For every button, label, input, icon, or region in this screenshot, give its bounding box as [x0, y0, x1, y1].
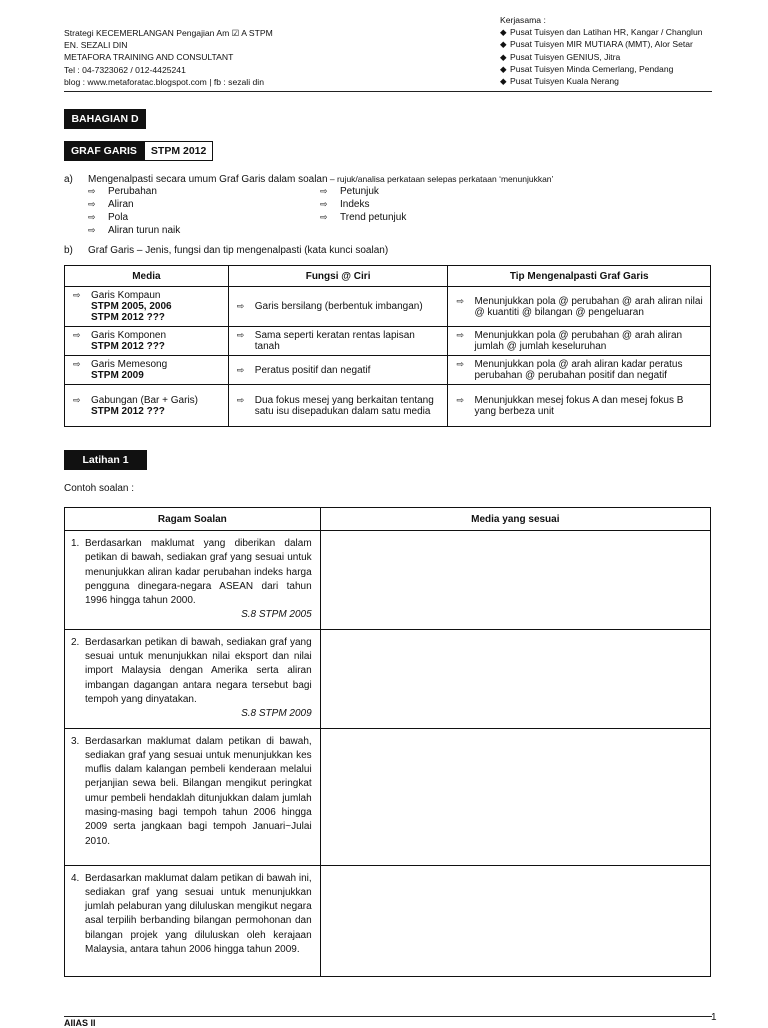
fungsi-cell: ⇨ Peratus positif dan negatif: [228, 356, 448, 385]
arrow-icon: ⇨: [456, 330, 464, 340]
diamond-icon: ◆: [500, 39, 507, 50]
part-b-text: Graf Garis – Jenis, fungsi dan tip mengenalpasti (kata kunci soalan): [88, 245, 389, 256]
question-cell: [65, 531, 321, 630]
part-a-text: Mengenalpasti secara umum Graf Garis dalam soalan: [88, 174, 328, 185]
keyword-item: ⇨ Petunjuk: [320, 186, 379, 197]
fungsi-cell: ⇨ Sama seperti keratan rentas lapisan tanah: [228, 327, 448, 356]
media-cell: ⇨ Garis Kompaun STPM 2005, 2006 STPM 2012 ???: [65, 287, 229, 327]
media-cell: ⇨ Gabungan (Bar + Garis) STPM 2012 ???: [65, 385, 229, 427]
answer-cell[interactable]: [320, 728, 710, 865]
question-number: 1.: [71, 538, 80, 549]
question-text: Berdasarkan maklumat dalam petikan di bawah, sediakan graf yang sesuai untuk menunjukkan kes muflis dalam kalangan pembeli kenderaan melalui perjanjian sewa beli. Bilangan mengikut peringkat umur pembeli hendaklah ditunjukkan dalam jumlah masing-masing bagi tempoh tahun 2006 hingga 2009 serta jangkaan bagi tempoh Januari~Julai 2010.: [85, 735, 312, 847]
part-b-heading: [64, 245, 388, 257]
keyword-list-1: [88, 185, 180, 237]
exercise-label: Latihan 1: [64, 450, 147, 470]
question-ref: S.8 STPM 2009: [241, 708, 312, 720]
question-text: Berdasarkan maklumat dalam petikan di bawah ini, sediakan graf yang sesuai untuk menunjukkan jumlah pelaburan yang diluluskan mengikut negara asal terpilih berbanding bilangan permohonan dan bilangan projek yang diluluskan oleh kerajaan Malaysia, antara tahun 2006 hingga tahun 2009.: [85, 872, 312, 956]
question-row: [65, 629, 711, 728]
topic-name: GRAF GARIS: [64, 141, 144, 161]
tip-cell: ⇨ Menunjukkan pola @ arah aliran kadar peratus perubahan @ perubahan positif dan negatif: [448, 356, 711, 385]
section-label: BAHAGIAN D: [64, 109, 146, 129]
stpm-tag: STPM 2009: [91, 370, 144, 381]
part-a-note: – rujuk/analisa perkataan selepas perkataan ‘menunjukkan’: [327, 174, 554, 184]
header-line: EN. SEZALI DIN: [64, 40, 128, 51]
keyword-item: ⇨ Pola: [88, 212, 129, 223]
answer-cell[interactable]: [320, 629, 710, 728]
header-right: [500, 14, 703, 87]
stpm-tag: STPM 2012 ???: [91, 312, 165, 323]
partner-item: ◆ Pusat Tuisyen dan Latihan HR, Kangar / Changlun: [500, 27, 703, 38]
header-line: METAFORA TRAINING AND CONSULTANT: [64, 52, 234, 63]
arrow-icon: ⇨: [236, 364, 245, 375]
keyword-item: ⇨ Aliran: [88, 199, 134, 210]
partner-item: ◆ Pusat Tuisyen Kuala Nerang: [500, 76, 619, 87]
question-text: Berdasarkan petikan di bawah, sediakan graf yang sesuai untuk menunjukkan nilai eksport dan nilai import Malaysia dengan Amerika serta aliran imbangan dagangan antara negara tersebut bagi tempoh yang dinyatakan.: [85, 636, 312, 705]
arrow-icon: ⇨: [456, 295, 464, 306]
arrow-icon: ⇨: [73, 394, 81, 405]
column-header: Media: [65, 266, 229, 287]
example-heading: Contoh soalan :: [64, 483, 135, 494]
keyword-item: ⇨ Perubahan: [88, 186, 157, 197]
stpm-tag: STPM 2012 ???: [91, 341, 165, 352]
part-b-letter: b): [64, 245, 73, 256]
header-divider: [64, 91, 712, 92]
arrow-icon: ⇨: [456, 394, 464, 405]
question-number: 4.: [71, 872, 80, 884]
stpm-tag: STPM 2005, 2006: [91, 301, 172, 312]
question-row: [65, 728, 711, 865]
question-cell: [65, 728, 321, 865]
arrow-icon: ⇨: [320, 199, 328, 209]
keyword-item: ⇨ Trend petunjuk: [320, 212, 407, 223]
partner-item: ◆ Pusat Tuisyen GENIUS, Jitra: [500, 51, 621, 62]
column-header: Ragam Soalan: [65, 508, 321, 531]
topic-label: [64, 141, 213, 161]
header-line: Strategi KECEMERLANGAN Pengajian Am ☑ A STPM: [64, 28, 273, 38]
question-cell: [65, 629, 321, 728]
diamond-icon: ◆: [500, 76, 507, 87]
question-text: Berdasarkan maklumat yang diberikan dalam petikan di bawah, sediakan graf yang sesuai untuk menunjukkan aliran kadar perubahan indeks harga pengguna dinegara-negara ASEAN dari tahun 1996 hingga tahun 2000.: [85, 538, 312, 607]
diamond-icon: ◆: [500, 27, 507, 38]
fungsi-cell: ⇨ Dua fokus mesej yang berkaitan tentang satu isu disepadukan dalam satu media: [228, 385, 448, 427]
header-line: Tel : 04-7323062 / 012-4425241: [64, 64, 186, 75]
table-row: [65, 327, 711, 356]
media-table: [64, 265, 711, 427]
part-a-letter: a): [64, 174, 73, 185]
keyword-item: ⇨ Aliran turun naik: [88, 225, 181, 236]
keyword-item: ⇨ Indeks: [320, 199, 370, 210]
header-left: [64, 27, 273, 88]
table-header-row: [65, 266, 711, 287]
keyword-list-2: [320, 185, 406, 224]
footer-divider: [64, 1016, 712, 1017]
arrow-icon: ⇨: [456, 359, 464, 369]
question-cell: [65, 865, 321, 976]
arrow-icon: ⇨: [73, 359, 81, 369]
partner-item: ◆ Pusat Tuisyen MIR MUTIARA (MMT), Alor Setar: [500, 39, 693, 50]
question-number: 3.: [71, 735, 80, 747]
header-line: blog : www.metaforatac.blogspot.com | fb : sezali din: [64, 76, 264, 87]
column-header: Media yang sesuai: [320, 508, 710, 531]
tip-cell: ⇨ Menunjukkan pola @ perubahan @ arah aliran nilai @ kuantiti @ bilangan @ pengeluaran: [448, 287, 711, 327]
question-ref: S.8 STPM 2005: [241, 609, 312, 621]
arrow-icon: ⇨: [320, 186, 328, 196]
footer-label: AIIAS II: [64, 1018, 96, 1028]
diamond-icon: ◆: [500, 63, 507, 74]
arrow-icon: ⇨: [236, 330, 245, 340]
stpm-tag: STPM 2012 ???: [91, 405, 165, 417]
question-row: [65, 865, 711, 976]
column-header: Fungsi @ Ciri: [228, 266, 448, 287]
answer-cell[interactable]: [320, 865, 710, 976]
question-row: [65, 531, 711, 630]
arrow-icon: ⇨: [88, 212, 96, 222]
table-row: [65, 287, 711, 327]
arrow-icon: ⇨: [73, 290, 81, 300]
table-row: [65, 385, 711, 427]
arrow-icon: ⇨: [236, 394, 245, 405]
column-header: Tip Mengenalpasti Graf Garis: [448, 266, 711, 287]
arrow-icon: ⇨: [88, 199, 96, 209]
table-header-row: [65, 508, 711, 531]
tip-cell: ⇨ Menunjukkan pola @ perubahan @ arah aliran jumlah @ jumlah keseluruhan: [448, 327, 711, 356]
question-number: 2.: [71, 636, 80, 648]
topic-year: STPM 2012: [144, 141, 213, 161]
partner-title: Kerjasama :: [500, 15, 546, 25]
tip-cell: ⇨ Menunjukkan mesej fokus A dan mesej fokus B yang berbeza unit: [448, 385, 711, 427]
partner-item: ◆ Pusat Tuisyen Minda Cemerlang, Pendang: [500, 63, 674, 74]
diamond-icon: ◆: [500, 51, 507, 62]
media-cell: ⇨ Garis Memesong STPM 2009: [65, 356, 229, 385]
arrow-icon: ⇨: [320, 212, 328, 222]
page-number: 1: [711, 1012, 717, 1023]
arrow-icon: ⇨: [88, 225, 96, 235]
answer-cell[interactable]: [320, 531, 710, 630]
fungsi-cell: ⇨ Garis bersilang (berbentuk imbangan): [228, 287, 448, 327]
arrow-icon: ⇨: [236, 301, 245, 311]
arrow-icon: ⇨: [73, 330, 81, 340]
arrow-icon: ⇨: [88, 186, 96, 196]
media-cell: ⇨ Garis Komponen STPM 2012 ???: [65, 327, 229, 356]
table-row: [65, 356, 711, 385]
example-table: [64, 507, 711, 977]
